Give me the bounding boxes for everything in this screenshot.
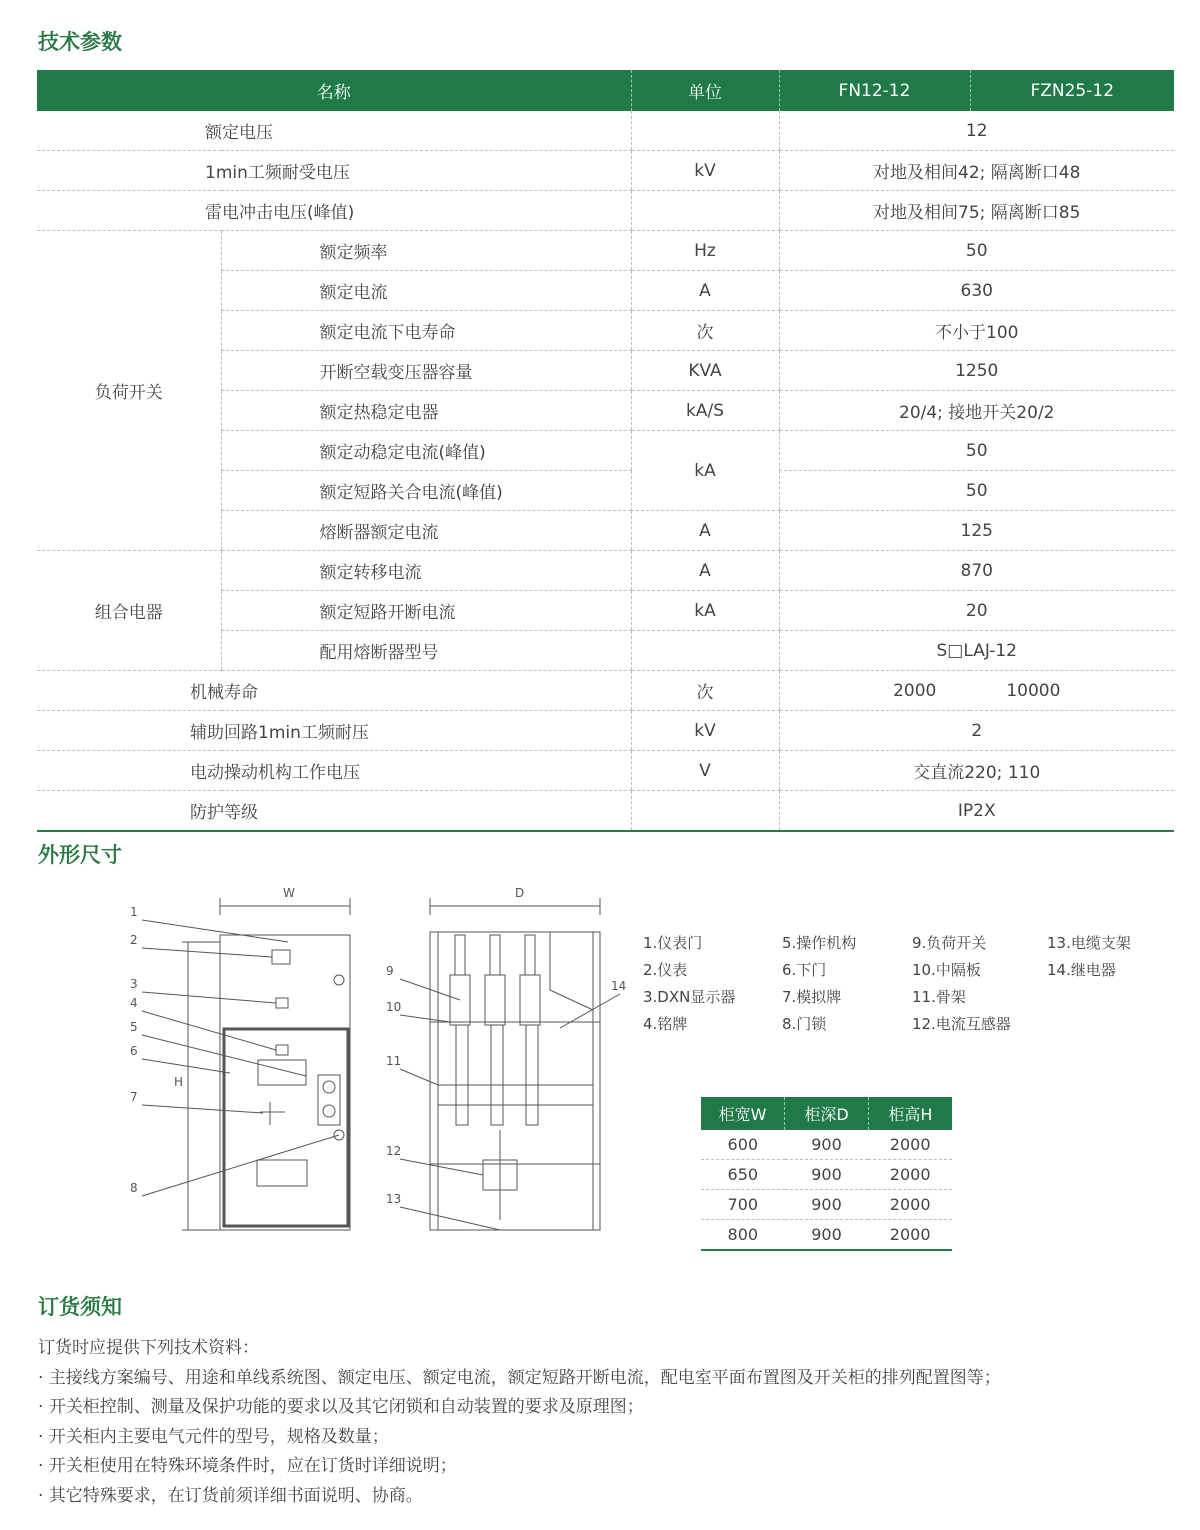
param-value: 630 — [779, 271, 1174, 311]
param-value: 对地及相间42; 隔离断口48 — [779, 151, 1174, 191]
param-unit: A — [631, 271, 779, 311]
param-value: 12 — [779, 111, 1174, 151]
param-unit: A — [631, 511, 779, 551]
param-name: 额定短路开断电流 — [221, 591, 631, 631]
table-row — [37, 751, 1174, 791]
legend-item: 8.门锁 — [782, 1015, 827, 1033]
param-unit: 次 — [631, 311, 779, 351]
legend-item: 5.操作机构 — [782, 934, 857, 952]
param-value: 870 — [779, 551, 1174, 591]
depth-label: D — [515, 886, 525, 900]
param-unit: A — [631, 551, 779, 591]
legend-item: 1.仪表门 — [643, 934, 703, 952]
list-item: · 开关柜控制、测量及保护功能的要求以及其它闭锁和自动装置的要求及原理图； — [38, 1397, 644, 1418]
param-unit: V — [631, 751, 779, 791]
table-row — [37, 111, 1174, 151]
param-name: 额定电压 — [37, 111, 631, 151]
legend-item: 4.铭牌 — [643, 1015, 688, 1033]
param-name: 额定频率 — [221, 231, 631, 271]
list-item: · 其它特殊要求，在订货前须详细书面说明、协商。 — [38, 1485, 423, 1506]
param-unit: kA — [631, 591, 779, 631]
table-row — [701, 1160, 952, 1190]
svg-text:7: 7 — [130, 1090, 138, 1104]
cell-width: 600 — [701, 1130, 785, 1160]
param-unit: KVA — [631, 351, 779, 391]
param-value: 20/4; 接地开关20/2 — [779, 391, 1174, 431]
svg-text:14: 14 — [611, 979, 627, 993]
param-name: 防护等级 — [37, 791, 631, 832]
param-unit: kA — [631, 431, 779, 511]
cell-depth: 900 — [785, 1160, 869, 1190]
param-unit: 次 — [631, 671, 779, 711]
ordering-notes — [38, 1334, 1001, 1512]
legend-item: 9.负荷开关 — [912, 934, 987, 952]
dimensions-table — [701, 1097, 952, 1251]
legend-item: 11.骨架 — [912, 988, 966, 1006]
param-unit — [631, 191, 779, 231]
svg-text:5: 5 — [130, 1020, 138, 1034]
param-name: 额定动稳定电流(峰值) — [221, 431, 631, 471]
param-value: IP2X — [779, 791, 1174, 832]
cell-depth: 900 — [785, 1220, 869, 1251]
svg-text:9: 9 — [386, 964, 394, 978]
param-value — [779, 671, 1174, 711]
ordering-intro: 订货时应提供下列技术资料： — [38, 1338, 259, 1358]
svg-text:11: 11 — [386, 1054, 402, 1068]
header-fn12: FN12-12 — [779, 70, 970, 111]
header-fzn25: FZN25-12 — [970, 70, 1174, 111]
param-value: 50 — [779, 231, 1174, 271]
legend-item: 14.继电器 — [1047, 961, 1116, 979]
param-value: 1250 — [779, 351, 1174, 391]
legend-item: 10.中隔板 — [912, 961, 981, 979]
param-name: 机械寿命 — [37, 671, 631, 711]
cell-depth: 900 — [785, 1130, 869, 1160]
dimensions-title: 外形尺寸 — [38, 843, 122, 867]
cell-height: 2000 — [868, 1130, 952, 1160]
list-item: · 开关柜内主要电气元件的型号，规格及数量； — [38, 1426, 389, 1447]
svg-text:6: 6 — [130, 1044, 138, 1058]
legend-item: 3.DXN显示器 — [643, 988, 736, 1006]
param-value: S□LAJ-12 — [779, 631, 1174, 671]
list-item: · 开关柜使用在特殊环境条件时，应在订货时详细说明； — [38, 1456, 457, 1477]
param-unit — [631, 631, 779, 671]
cell-width: 650 — [701, 1160, 785, 1190]
table-row — [701, 1190, 952, 1220]
cell-height: 2000 — [868, 1160, 952, 1190]
param-name: 熔断器额定电流 — [221, 511, 631, 551]
spec-header-row — [37, 70, 1174, 111]
side-view — [386, 886, 626, 1230]
width-label: W — [283, 886, 295, 900]
cabinet-drawing — [120, 880, 640, 1240]
value-fzn25: 10000 — [1006, 680, 1061, 701]
legend-item: 12.电流互感器 — [912, 1015, 1011, 1033]
param-unit — [631, 791, 779, 832]
specs-title: 技术参数 — [38, 30, 122, 54]
table-row — [701, 1220, 952, 1251]
param-name: 额定热稳定电器 — [221, 391, 631, 431]
param-value: 2 — [779, 711, 1174, 751]
ordering-title: 订货须知 — [38, 1295, 122, 1319]
param-value: 50 — [779, 431, 1174, 471]
header-unit: 单位 — [631, 70, 779, 111]
header-depth: 柜深D — [785, 1097, 869, 1130]
param-name: 额定转移电流 — [221, 551, 631, 591]
svg-text:2: 2 — [130, 933, 138, 947]
table-row — [37, 711, 1174, 751]
param-value: 交直流220; 110 — [779, 751, 1174, 791]
param-name: 额定电流 — [221, 271, 631, 311]
table-row — [37, 551, 1174, 591]
param-value: 不小于100 — [779, 311, 1174, 351]
param-name: 1min工频耐受电压 — [37, 151, 631, 191]
header-width: 柜宽W — [701, 1097, 785, 1130]
param-name: 配用熔断器型号 — [221, 631, 631, 671]
param-value: 125 — [779, 511, 1174, 551]
list-item: · 主接线方案编号、用途和单线系统图、额定电压、额定电流，额定短路开断电流，配电室平面布置图及开关柜的排列配置图等； — [38, 1367, 1001, 1388]
param-value: 50 — [779, 471, 1174, 511]
table-row — [37, 791, 1174, 832]
param-unit — [631, 111, 779, 151]
param-unit: Hz — [631, 231, 779, 271]
spec-table — [37, 70, 1174, 832]
cell-height: 2000 — [868, 1190, 952, 1220]
table-row — [37, 231, 1174, 271]
cell-width: 800 — [701, 1220, 785, 1251]
param-value: 对地及相间75; 隔离断口85 — [779, 191, 1174, 231]
param-name: 电动操动机构工作电压 — [37, 751, 631, 791]
dims-header-row — [701, 1097, 952, 1130]
svg-text:10: 10 — [386, 1000, 402, 1014]
header-height: 柜高H — [868, 1097, 952, 1130]
parts-legend — [643, 932, 1163, 1042]
table-row — [37, 151, 1174, 191]
param-value: 20 — [779, 591, 1174, 631]
svg-text:4: 4 — [130, 996, 138, 1010]
table-row — [701, 1130, 952, 1160]
header-name: 名称 — [37, 70, 631, 111]
svg-text:3: 3 — [130, 977, 138, 991]
svg-text:12: 12 — [386, 1144, 402, 1158]
group-combination: 组合电器 — [37, 551, 221, 671]
legend-item: 2.仪表 — [643, 961, 688, 979]
legend-item: 7.模拟牌 — [782, 988, 842, 1006]
value-fn12: 2000 — [893, 680, 937, 701]
front-callouts — [130, 905, 138, 1195]
table-row — [37, 191, 1174, 231]
svg-text:1: 1 — [130, 905, 138, 919]
svg-text:8: 8 — [130, 1181, 138, 1195]
param-unit: kV — [631, 151, 779, 191]
param-name: 额定短路关合电流(峰值) — [221, 471, 631, 511]
front-view — [130, 886, 350, 1230]
param-name: 雷电冲击电压(峰值) — [37, 191, 631, 231]
height-label: H — [174, 1075, 184, 1089]
group-load-switch: 负荷开关 — [37, 231, 221, 551]
param-name: 辅助回路1min工频耐压 — [37, 711, 631, 751]
cell-width: 700 — [701, 1190, 785, 1220]
legend-item: 13.电缆支架 — [1047, 934, 1131, 952]
param-name: 开断空载变压器容量 — [221, 351, 631, 391]
param-unit: kV — [631, 711, 779, 751]
cell-depth: 900 — [785, 1190, 869, 1220]
svg-text:13: 13 — [386, 1192, 402, 1206]
cell-height: 2000 — [868, 1220, 952, 1251]
legend-item: 6.下门 — [782, 961, 827, 979]
table-row — [37, 671, 1174, 711]
param-unit: kA/S — [631, 391, 779, 431]
param-name: 额定电流下电寿命 — [221, 311, 631, 351]
